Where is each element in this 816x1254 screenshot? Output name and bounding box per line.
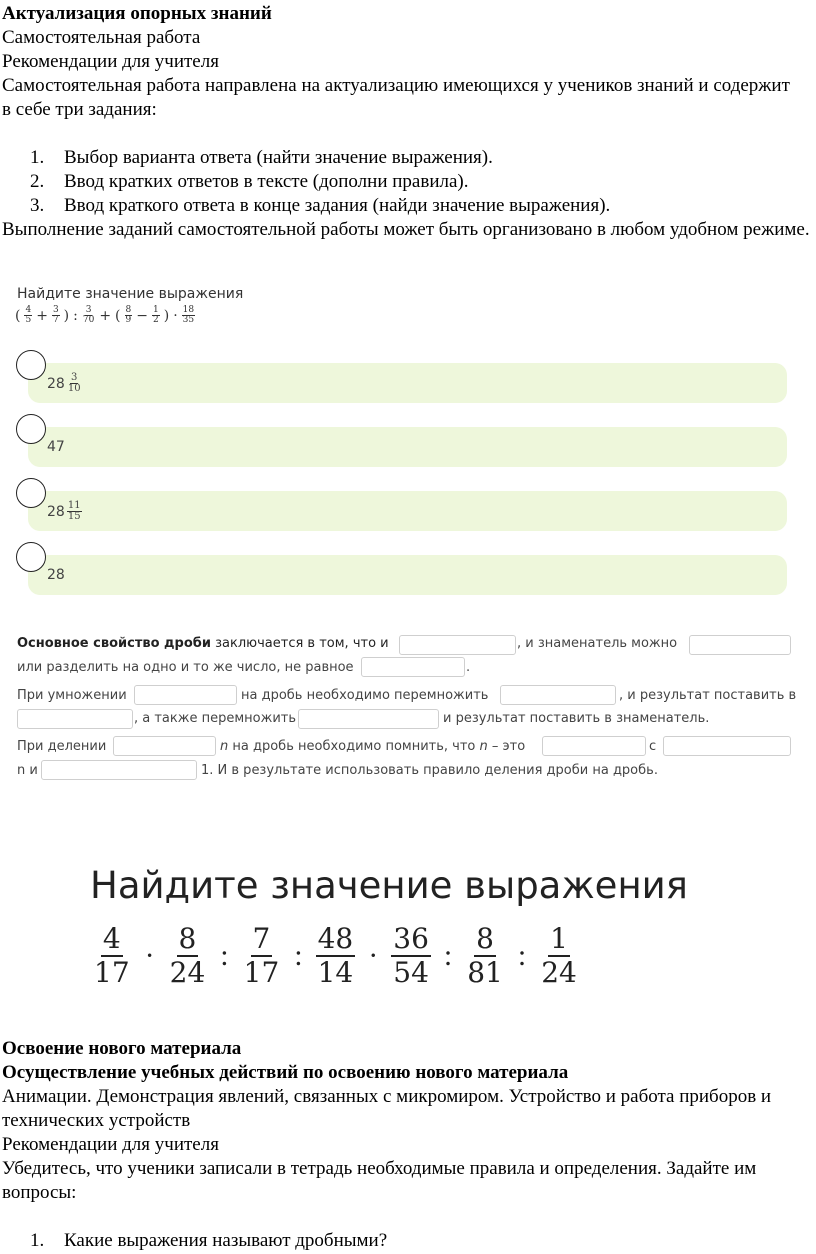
operator: · <box>368 939 379 972</box>
rule-text: . <box>466 660 471 675</box>
fraction: $\frac{8}{81}$ <box>467 922 503 989</box>
fraction: $\frac{48}{14}$ <box>317 922 354 989</box>
list-item: 3. Ввод краткого ответа в конце задания (найди значение выражения). <box>30 195 611 216</box>
blank-input-9[interactable] <box>542 736 646 756</box>
rule-text: , и знаменатель можно <box>517 636 678 651</box>
operator: : <box>443 939 453 972</box>
rule-text: n на дробь необходимо помнить, что n – это <box>220 739 526 754</box>
teacher-recommendations-label: Рекомендации для учителя <box>2 51 219 72</box>
blank-input-11[interactable] <box>41 760 197 780</box>
blank-input-6[interactable] <box>17 709 133 729</box>
quiz-expression: ( $\frac{4}{5}$ + $\frac{3}{7}$ ) : $\frac{3}{70}$ + ( $\frac{8}{9}$ − $\frac{1}{2}$ ) · $\frac{18}{35}$ <box>15 305 195 325</box>
list-item: 1. Какие выражения называют дробными? <box>30 1230 388 1251</box>
heading-actualization: Актуализация опорных знаний <box>2 3 272 24</box>
operator: : <box>294 939 303 972</box>
instructions-paragraph: Убедитесь, что ученики записали в тетрадь необходимые правила и определения. Задайте им вопросы: <box>2 1158 757 1203</box>
option-1-label: 28 $\frac{3}{10}$ <box>47 372 81 394</box>
rule-text: 1. И в результате использовать правило деления дроби на дробь. <box>201 763 658 778</box>
radio-option-4[interactable] <box>16 542 46 572</box>
blank-input-4[interactable] <box>134 685 237 705</box>
rule-text: При умножении <box>17 688 127 703</box>
rule-text: на дробь необходимо перемножить <box>241 688 489 703</box>
list-item: 2. Ввод кратких ответов в тексте (дополни правила). <box>30 171 469 192</box>
radio-option-1[interactable] <box>16 350 46 380</box>
intro-paragraph: Самостоятельная работа направлена на актуализацию имеющихся у учеников знаний и содержит в себе три задания: <box>2 75 790 120</box>
section1-text <box>2 2 814 242</box>
fraction: $\frac{4}{17}$ <box>94 922 130 989</box>
fraction: $\frac{7}{17}$ <box>243 922 280 989</box>
blank-input-2[interactable] <box>689 635 791 655</box>
blank-input-10[interactable] <box>663 736 791 756</box>
blank-input-8[interactable] <box>113 736 216 756</box>
rule-text: При делении <box>17 739 107 754</box>
outro-paragraph: Выполнение заданий самостоятельной работы может быть организовано в любом удобном режиме. <box>2 219 810 240</box>
task3-title: Найдите значение выражения <box>90 864 688 907</box>
blank-input-5[interactable] <box>500 685 616 705</box>
answer-option-3[interactable] <box>28 491 787 531</box>
option-4-label: 28 <box>47 567 65 583</box>
fraction: $\frac{8}{24}$ <box>169 922 206 989</box>
option-2-label: 47 <box>47 439 65 455</box>
subheading-learning-actions: Осуществление учебных действий по освоению нового материала <box>2 1062 569 1083</box>
rule-title: Основное свойство дроби заключается в том, что и <box>17 636 389 651</box>
section2-text <box>2 1037 814 1253</box>
rule-text: , и результат поставить в <box>619 688 797 703</box>
radio-option-2[interactable] <box>16 414 46 444</box>
fraction: $\frac{36}{54}$ <box>393 922 429 989</box>
heading-new-material: Освоение нового материала <box>2 1038 242 1059</box>
rule-text: и результат поставить в знаменатель. <box>443 711 710 726</box>
answer-option-1[interactable] <box>28 363 787 403</box>
task3-expression <box>92 922 579 989</box>
blank-input-3[interactable] <box>361 657 465 677</box>
fraction: $\frac{1}{24}$ <box>541 922 577 989</box>
radio-option-3[interactable] <box>16 478 46 508</box>
operator: · <box>144 939 155 972</box>
animations-paragraph: Анимации. Демонстрация явлений, связанных с микромиром. Устройство и работа приборов и технических устройств <box>2 1086 772 1131</box>
question-list <box>2 1229 814 1253</box>
blank-input-7[interactable] <box>298 709 439 729</box>
option-3-label: 28 $\frac{11}{15}$ <box>47 500 81 522</box>
rule-text: n и <box>17 763 38 778</box>
blank-input-1[interactable] <box>399 635 516 655</box>
quiz-title: Найдите значение выражения <box>17 286 244 302</box>
rule-text: , а также перемножить <box>134 711 296 726</box>
task-list <box>2 146 814 218</box>
list-item: 1. Выбор варианта ответа (найти значение выражения). <box>30 147 493 168</box>
teacher-recommendations-label: Рекомендации для учителя <box>2 1134 219 1155</box>
operator: : <box>220 939 229 972</box>
rule-text: или разделить на одно и то же число, не равное <box>17 660 354 675</box>
answer-option-2[interactable] <box>28 427 787 467</box>
answer-option-4[interactable] <box>28 555 787 595</box>
operator: : <box>517 939 527 972</box>
subheading-selfwork: Самостоятельная работа <box>2 27 201 48</box>
rule-text: с <box>649 739 657 754</box>
